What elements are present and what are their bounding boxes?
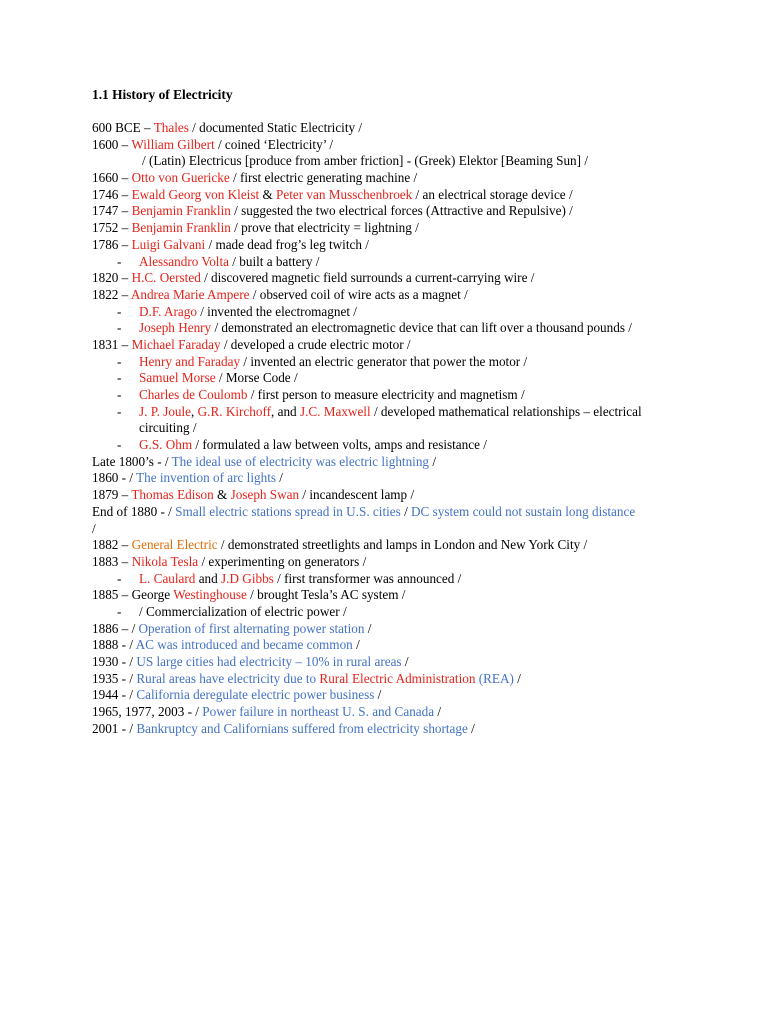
timeline-subitem xyxy=(92,370,732,387)
person-name: Nikola Tesla xyxy=(131,553,199,569)
event-text: Bankruptcy and Californians suffered from electricity shortage xyxy=(136,720,468,736)
timeline-subitem xyxy=(92,320,732,337)
timeline-entry xyxy=(92,621,732,638)
person-name: Thomas Edison xyxy=(131,487,214,503)
plain-text: 1886 – / xyxy=(92,620,139,636)
plain-text: / invented an electric generator that power the motor / xyxy=(240,353,528,369)
person-name: G.S. Ohm xyxy=(139,437,193,453)
person-name: G.R. Kirchoff xyxy=(197,403,271,419)
line-text xyxy=(92,504,637,537)
plain-text: 1820 – xyxy=(92,270,132,286)
line-text xyxy=(139,354,527,369)
plain-text: & xyxy=(213,487,231,503)
line-text xyxy=(139,437,487,452)
plain-text: / coined ‘Electricity’ / xyxy=(214,136,334,152)
timeline-subitem xyxy=(92,354,732,371)
event-text: (REA) xyxy=(475,670,514,686)
timeline-subitem xyxy=(92,437,732,454)
person-name: L. Caulard xyxy=(139,570,196,586)
timeline-entry xyxy=(92,654,732,671)
timeline-entry xyxy=(92,704,732,721)
person-name: Samuel Morse xyxy=(139,370,216,386)
line-text xyxy=(92,220,419,235)
person-name: Joseph Swan xyxy=(230,487,300,503)
plain-text: / developed mathematical relationships – electrical circuiting / xyxy=(139,403,642,436)
timeline-subitem xyxy=(92,304,732,321)
person-name: Luigi Galvani xyxy=(131,236,206,252)
person-name: Charles de Coulomb xyxy=(139,387,248,402)
plain-text: 600 BCE – xyxy=(92,120,154,135)
line-text xyxy=(139,604,347,619)
timeline-entry xyxy=(92,237,732,254)
timeline-subitem xyxy=(92,387,732,404)
person-name: H.C. Oersted xyxy=(131,270,201,286)
line-text xyxy=(92,237,369,252)
line-text xyxy=(92,654,409,669)
plain-text: / built a battery / xyxy=(229,253,320,269)
plain-text: / xyxy=(276,470,283,486)
plain-text: 1786 – xyxy=(92,236,132,252)
plain-text: / brought Tesla’s AC system / xyxy=(246,587,406,603)
event-text: The ideal use of electricity was electric lightning xyxy=(171,453,430,469)
plain-text: 1882 – xyxy=(92,537,132,553)
plain-text: / xyxy=(434,704,442,720)
plain-text: / an electrical storage device / xyxy=(412,186,573,202)
person-name: Alessandro Volta xyxy=(139,253,229,269)
event-text: Power failure in northeast U. S. and Canada xyxy=(202,704,435,720)
person-name: Benjamin Franklin xyxy=(131,220,231,236)
line-text xyxy=(139,254,319,269)
plain-text: 1965, 1977, 2003 - / xyxy=(92,704,203,720)
person-name: Joseph Henry xyxy=(139,320,212,336)
plain-text: / xyxy=(467,720,475,736)
plain-text: 1935 - / xyxy=(92,670,137,686)
bullet-dash: - xyxy=(117,403,122,419)
line-text xyxy=(139,387,525,402)
timeline-subitem xyxy=(92,254,732,271)
plain-text: 1752 – xyxy=(92,220,132,236)
person-name: Peter van Musschenbroek xyxy=(276,186,413,202)
person-name: Andrea Marie Ampere xyxy=(130,286,250,302)
bullet-dash: - xyxy=(117,253,122,269)
timeline-entry xyxy=(92,454,732,471)
plain-text: / discovered magnetic field surrounds a current-carrying wire / xyxy=(200,270,535,286)
bullet-dash: - xyxy=(117,603,122,619)
plain-text: / observed coil of wire acts as a magnet / xyxy=(249,286,468,302)
timeline-entry xyxy=(92,671,732,688)
section-heading: 1.1 History of Electricity xyxy=(92,87,233,102)
company-name: General Electric xyxy=(131,537,218,553)
line-text xyxy=(139,404,679,437)
event-text: Small electric stations spread in U.S. cities xyxy=(175,503,401,519)
timeline-entry xyxy=(92,120,732,137)
plain-text: 1944 - / xyxy=(92,687,137,703)
line-text xyxy=(92,120,362,135)
person-name: Rural Electric Administration xyxy=(319,670,476,686)
plain-text: / suggested the two electrical forces (Attractive and Repulsive) / xyxy=(230,203,573,219)
timeline-entry xyxy=(92,220,732,237)
timeline-entry xyxy=(92,637,732,654)
line-text xyxy=(92,721,475,736)
timeline-entry xyxy=(92,203,732,220)
plain-text: / first transformer was announced / xyxy=(273,570,462,586)
line-text xyxy=(92,454,436,469)
plain-text: 1888 - / xyxy=(92,637,136,653)
event-text: AC was introduced and became common xyxy=(135,637,353,653)
plain-text: 1879 – xyxy=(92,487,132,503)
bullet-dash: - xyxy=(117,353,122,369)
timeline-entry xyxy=(92,487,732,504)
plain-text: & xyxy=(259,186,277,202)
line-text xyxy=(92,487,414,502)
timeline-entry xyxy=(92,170,732,187)
line-text xyxy=(92,554,366,569)
bullet-dash: - xyxy=(117,320,122,336)
line-text xyxy=(92,470,283,485)
plain-text: / xyxy=(364,620,372,636)
person-name: J.C. Maxwell xyxy=(299,403,371,419)
plain-text: / xyxy=(352,637,360,653)
plain-text: / first person to measure electricity and magnetism / xyxy=(247,387,525,402)
timeline-entry xyxy=(92,537,732,554)
person-name: J. P. Joule xyxy=(139,403,192,419)
plain-text: / documented Static Electricity / xyxy=(188,120,363,135)
bullet-dash: - xyxy=(117,570,122,586)
timeline-entry xyxy=(92,504,732,537)
event-text: California deregulate electric power business xyxy=(136,687,375,703)
event-text: US large cities had electricity – 10% in rural areas xyxy=(136,654,402,670)
timeline-entry xyxy=(92,287,732,304)
plain-text: / invented the electromagnet / xyxy=(196,303,357,319)
plain-text: / incandescent lamp / xyxy=(299,487,415,503)
plain-text: 1747 – xyxy=(92,203,132,219)
person-name: Westinghouse xyxy=(173,587,247,603)
plain-text: 1600 – xyxy=(92,136,132,152)
plain-text: / xyxy=(400,503,412,519)
event-text: DC system could not sustain long distance xyxy=(411,503,636,519)
bullet-dash: - xyxy=(117,437,122,453)
person-name: Ewald Georg von Kleist xyxy=(131,186,260,202)
plain-text: 1822 – xyxy=(92,286,131,302)
line-text xyxy=(92,137,333,152)
plain-text: / developed a crude electric motor / xyxy=(220,336,411,352)
line-text xyxy=(92,687,381,702)
plain-text: / xyxy=(401,654,409,670)
line-text xyxy=(92,187,573,202)
line-text xyxy=(92,587,405,602)
line-text xyxy=(92,704,441,719)
line-text xyxy=(139,571,461,586)
plain-text: / experimenting on generators / xyxy=(198,553,367,569)
line-text xyxy=(139,370,298,385)
timeline-continuation xyxy=(92,153,732,170)
timeline-entry xyxy=(92,270,732,287)
bullet-dash: - xyxy=(117,303,122,319)
line-text xyxy=(92,203,573,218)
plain-text: 1860 - / xyxy=(92,470,137,486)
plain-text: 1660 – xyxy=(92,170,132,186)
line-text xyxy=(92,337,411,352)
plain-text: End of 1880 - / xyxy=(92,503,176,519)
timeline-subitem xyxy=(92,571,732,588)
person-name: Benjamin Franklin xyxy=(131,203,231,219)
line-text xyxy=(92,621,371,636)
bullet-dash: - xyxy=(117,370,122,386)
plain-text: 1885 – George xyxy=(92,587,174,603)
plain-text: / prove that electricity = lightning / xyxy=(230,220,419,236)
line-text xyxy=(92,537,587,552)
plain-text: , and xyxy=(271,403,300,419)
person-name: D.F. Arago xyxy=(139,303,197,319)
bullet-dash: - xyxy=(117,387,122,402)
timeline-entry xyxy=(92,137,732,154)
timeline-subitem xyxy=(92,604,732,621)
person-name: William Gilbert xyxy=(131,136,215,152)
plain-text: / xyxy=(374,687,382,703)
plain-text: 1831 – xyxy=(92,336,132,352)
plain-text: / formulated a law between volts, amps and resistance / xyxy=(192,437,487,453)
plain-text: / made dead frog’s leg twitch / xyxy=(205,236,369,252)
timeline-entry xyxy=(92,587,732,604)
plain-text: / Morse Code / xyxy=(215,370,298,386)
plain-text: / xyxy=(513,670,521,686)
line-text xyxy=(92,637,360,652)
plain-text: Late 1800’s - / xyxy=(92,453,172,469)
timeline-list xyxy=(92,120,732,737)
timeline-entry xyxy=(92,554,732,571)
plain-text: / demonstrated an electromagnetic device that can lift over a thousand pounds / xyxy=(211,320,632,336)
line-text xyxy=(139,304,357,319)
plain-text: / demonstrated streetlights and lamps in London and New York City / xyxy=(217,537,588,553)
line-text xyxy=(139,320,632,335)
timeline-entry xyxy=(92,470,732,487)
plain-text: / Commercialization of electric power / xyxy=(139,603,347,619)
person-name: J.D Gibbs xyxy=(221,570,274,586)
timeline-subitem xyxy=(92,404,732,437)
line-text xyxy=(92,170,417,185)
plain-text: 1930 - / xyxy=(92,654,137,670)
timeline-entry xyxy=(92,687,732,704)
plain-text: 1746 – xyxy=(92,186,132,202)
event-text: Operation of first alternating power station xyxy=(138,620,365,636)
plain-text: , xyxy=(191,403,198,419)
person-name: Otto von Guericke xyxy=(131,170,230,186)
event-text: The invention of arc lights xyxy=(136,470,276,486)
plain-text: / xyxy=(92,520,96,536)
line-text xyxy=(92,270,534,285)
timeline-entry xyxy=(92,337,732,354)
plain-text: / first electric generating machine / xyxy=(229,170,418,186)
plain-text: / (Latin) Electricus [produce from amber friction] - (Greek) Elektor [Beaming Sun] / xyxy=(142,153,589,169)
event-text: Rural areas have electricity due to xyxy=(136,670,320,686)
timeline-entry xyxy=(92,721,732,738)
plain-text: / xyxy=(429,453,436,469)
line-text xyxy=(92,287,468,302)
person-name: Thales xyxy=(153,120,189,135)
plain-text: and xyxy=(195,570,222,586)
plain-text: 2001 - / xyxy=(92,720,137,736)
line-text xyxy=(92,671,521,686)
person-name: Henry and Faraday xyxy=(139,353,241,369)
timeline-entry xyxy=(92,187,732,204)
line-text xyxy=(142,153,588,168)
person-name: Michael Faraday xyxy=(131,336,221,352)
plain-text: 1883 – xyxy=(92,553,132,569)
